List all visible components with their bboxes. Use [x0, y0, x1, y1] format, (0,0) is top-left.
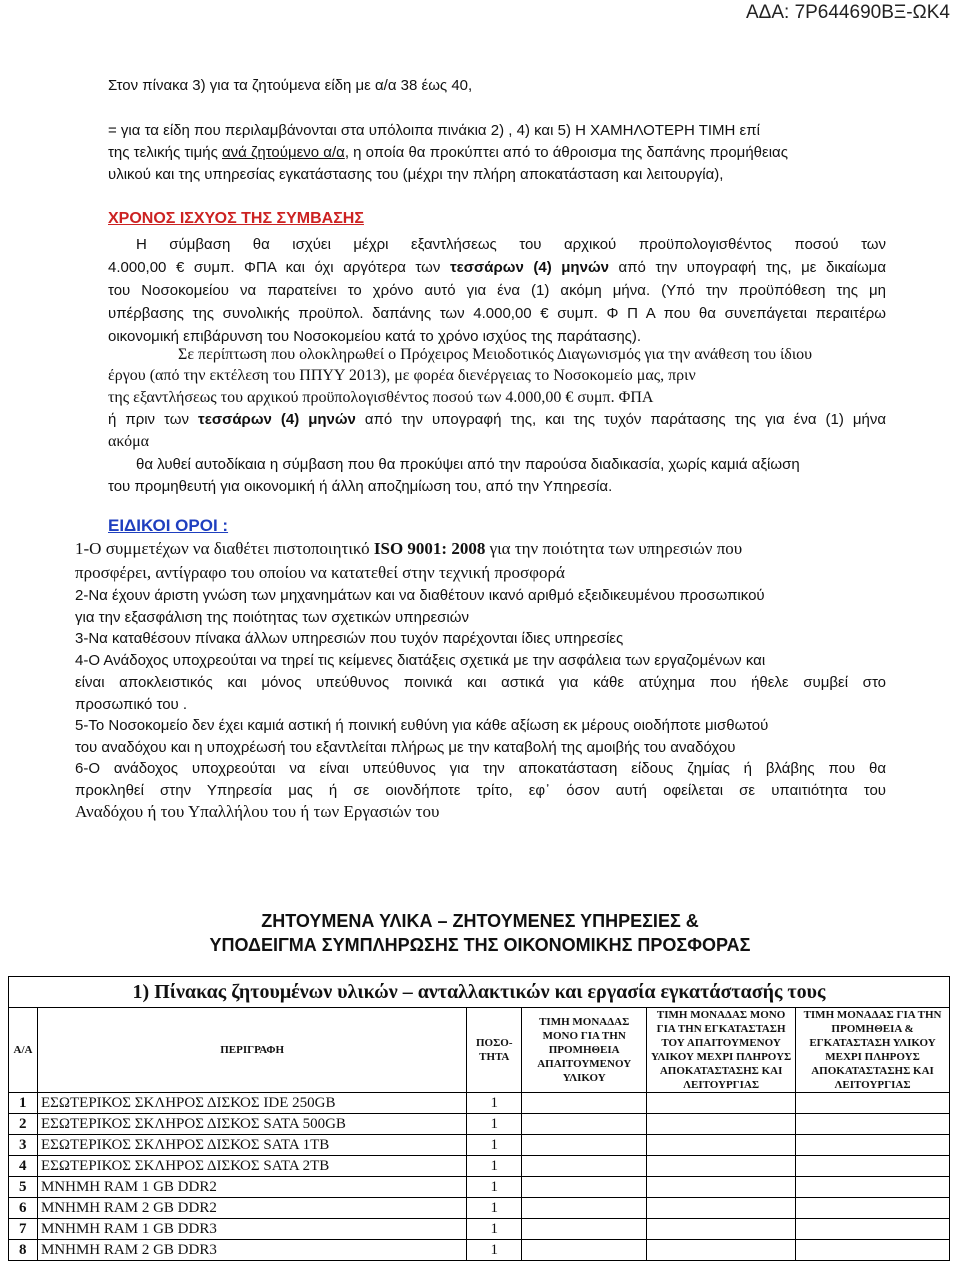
row-quantity: 1 — [467, 1135, 522, 1156]
contract-line-2-a: 4.000,00 € συμπ. ΦΠΑ και όχι αργότερα των — [108, 259, 450, 276]
special-term-3: 3-Να καταθέσουν πίνακα άλλων υπηρεσιών που τυχόν παρέχονται ίδιες υπηρεσίες — [75, 630, 624, 647]
header-quantity: ΠΟΣΟ-ΤΗΤΑ — [467, 1008, 522, 1093]
row-quantity: 1 — [467, 1219, 522, 1240]
contract-p3-line-1: θα λυθεί αυτοδίκαια η σύμβαση που θα προκύψει από την παρούσα διαδικασία, χωρίς καμιά αξίωση — [136, 456, 800, 473]
intro-line-2: = για τα είδη που περιλαμβάνονται στα υπόλοιπα πινάκια 2) , 4) και 5) Η ΧΑΜΗΛΟΤΕΡΗ ΤΙΜΗ επί — [108, 122, 760, 139]
row-description: ΕΣΩΤΕΡΙΚΟΣ ΣΚΛΗΡΟΣ ΔΙΣΚΟΣ SATA 1TB — [37, 1135, 466, 1156]
row-description: ΜΝΗΜΗ RAM 1 GB DDR2 — [37, 1177, 466, 1198]
special-terms-heading: ΕΙΔΙΚΟΙ ΟΡΟΙ : — [108, 516, 229, 535]
contract-p2-line-4-c: από την υπογραφή της, και της τυχόν παράτασης της για ένα (1) μήνα — [355, 411, 887, 428]
header-description: ΠΕΡΙΓΡΑΦΗ — [37, 1008, 466, 1093]
table-header-row — [9, 1008, 950, 1093]
row-unit-price — [522, 1156, 647, 1177]
row-description: ΕΣΩΤΕΡΙΚΟΣ ΣΚΛΗΡΟΣ ΔΙΣΚΟΣ SATA 500GB — [37, 1114, 466, 1135]
intro-line-3-a: της τελικής τιμής — [108, 144, 222, 161]
row-install-price — [647, 1240, 796, 1261]
contract-p2-line-2: έργου (από την εκτέλεση του ΠΠΥΥ 2013), με φορέα διενέργειας το Νοσοκομείο μας, πριν — [108, 367, 696, 384]
header-install-price: ΤΙΜΗ ΜΟΝΑΔΑΣ ΜΟΝΟ ΓΙΑ ΤΗΝ ΕΓΚΑΤΑΣΤΑΣΗ ΤΟΥ ΑΠΑΙΤΟΥΜΕΝΟΥ ΥΛΙΚΟΥ ΜΕΧΡΙ ΠΛΗΡΟΥΣ ΑΠΟΚΑΤΑΣΤΑΣΗΣ ΚΑΙ ΛΕΙΤΟΥΡΓΙΑΣ — [647, 1008, 796, 1093]
table-row — [9, 1156, 950, 1177]
table-row — [9, 1177, 950, 1198]
row-unit-price — [522, 1240, 647, 1261]
special-term-2-line-2: για την εξασφάλιση της ποιότητας των σχετικών υπηρεσιών — [75, 609, 469, 626]
row-total-price — [796, 1114, 950, 1135]
row-total-price — [796, 1198, 950, 1219]
row-unit-price — [522, 1135, 647, 1156]
row-unit-price — [522, 1114, 647, 1135]
row-aa: 7 — [9, 1219, 38, 1240]
special-term-6-line-3: Αναδόχου ή του Υπαλλήλου του ή των Εργασιών του — [75, 802, 440, 821]
row-install-price — [647, 1219, 796, 1240]
table-title: 1) Πίνακας ζητουμένων υλικών – ανταλλακτικών και εργασία εγκατάστασής τους — [9, 977, 950, 1008]
special-term-4-line-3: προσωπικό του . — [75, 696, 188, 713]
row-total-price — [796, 1156, 950, 1177]
header-aa: Α/Α — [9, 1008, 38, 1093]
row-quantity: 1 — [467, 1093, 522, 1114]
special-term-4-line-2: είναι αποκλειστικός και μόνος υπεύθυνος ποινικά και αστικά για κάθε ατύχημα που ήθελε συμβεί στο — [75, 674, 886, 691]
special-term-1-iso: ISO 9001: 2008 — [373, 539, 486, 558]
contract-line-2-c: από την υπογραφή της, με δικαίωμα — [608, 259, 886, 276]
contract-line-1: Η σύμβαση θα ισχύει μέχρι εξαντλήσεως του αρχικού προϋπολογισθέντος ποσού των — [136, 236, 886, 253]
items-table — [8, 976, 950, 1261]
row-quantity: 1 — [467, 1240, 522, 1261]
row-aa: 2 — [9, 1114, 38, 1135]
row-unit-price — [522, 1093, 647, 1114]
contract-heading: ΧΡΟΝΟΣ ΙΣΧΥΟΣ ΤΗΣ ΣΥΜΒΑΣΗΣ — [108, 210, 364, 227]
intro-line-3 — [108, 142, 788, 164]
table-row — [9, 1093, 950, 1114]
header-total-price: ΤΙΜΗ ΜΟΝΑΔΑΣ ΓΙΑ ΤΗΝ ΠΡΟΜΗΘΕΙΑ & ΕΓΚΑΤΑΣΤΑΣΗ ΥΛΙΚΟΥ ΜΕΧΡΙ ΠΛΗΡΟΥΣ ΑΠΟΚΑΤΑΣΤΑΣΗΣ ΚΑΙ ΛΕΙΤΟΥΡΓΙΑΣ — [796, 1008, 950, 1093]
intro-line-3-underlined: ανά ζητούμενο α/α — [222, 144, 345, 161]
row-unit-price — [522, 1219, 647, 1240]
contract-p2-line-4-bold: τεσσάρων (4) μηνών — [198, 411, 356, 428]
row-total-price — [796, 1219, 950, 1240]
contract-p2-line-5: ακόμα — [108, 433, 150, 450]
row-total-price — [796, 1177, 950, 1198]
main-heading-line-2: ΥΠΟΔΕΙΓΜΑ ΣΥΜΠΛΗΡΩΣΗΣ ΤΗΣ ΟΙΚΟΝΟΜΙΚΗΣ ΠΡΟΣΦΟΡΑΣ — [209, 935, 751, 955]
row-description: ΜΝΗΜΗ RAM 2 GB DDR2 — [37, 1198, 466, 1219]
table-row — [9, 1114, 950, 1135]
intro-line-3-b: , η οποία θα προκύπτει από το άθροισμα της δαπάνης προμήθειας — [344, 144, 788, 161]
contract-p2-line-4-a: ή πριν των — [108, 411, 198, 428]
row-quantity: 1 — [467, 1114, 522, 1135]
row-description: ΕΣΩΤΕΡΙΚΟΣ ΣΚΛΗΡΟΣ ΔΙΣΚΟΣ SATA 2TB — [37, 1156, 466, 1177]
row-aa: 8 — [9, 1240, 38, 1261]
row-description: ΕΣΩΤΕΡΙΚΟΣ ΣΚΛΗΡΟΣ ΔΙΣΚΟΣ IDE 250GB — [37, 1093, 466, 1114]
special-term-1-c: για την ποιότητα των υπηρεσιών που — [485, 539, 743, 558]
row-aa: 1 — [9, 1093, 38, 1114]
special-term-2-line-1: 2-Να έχουν άριστη γνώση των μηχανημάτων και να διαθέτουν ικανό αριθμό εξειδικευμένου προσωπικού — [75, 587, 765, 604]
row-aa: 4 — [9, 1156, 38, 1177]
contract-line-4: υπέρβασης της συνολικής προϋπολ. δαπάνης των 4.000,00 € συμπ. Φ Π Α που θα συνεπάγεται περαιτέρω — [108, 305, 886, 322]
row-description: ΜΝΗΜΗ RAM 1 GB DDR3 — [37, 1219, 466, 1240]
row-total-price — [796, 1093, 950, 1114]
special-term-1-a: 1-Ο συμμετέχων να διαθέτει πιστοποιητικό — [75, 539, 374, 558]
special-term-6-line-1: 6-Ο ανάδοχος υποχρεούται να είναι υπεύθυνος για την αποκατάσταση είδους ζημίας ή βλάβης που θα — [75, 760, 886, 777]
row-description: ΜΝΗΜΗ RAM 2 GB DDR3 — [37, 1240, 466, 1261]
row-install-price — [647, 1114, 796, 1135]
special-term-4-line-1: 4-Ο Ανάδοχος υποχρεούται να τηρεί τις κείμενες διατάξεις σχετικά με την ασφάλεια των εργαζομένων και — [75, 652, 766, 669]
row-aa: 5 — [9, 1177, 38, 1198]
row-unit-price — [522, 1177, 647, 1198]
special-term-1-line-2: προσφέρει, αντίγραφο του οποίου να κατατεθεί στην τεχνική προσφορά — [75, 563, 565, 582]
table-title-row — [9, 977, 950, 1008]
contract-line-2-bold: τεσσάρων (4) μηνών — [449, 259, 609, 276]
contract-p2-line-1: Σε περίπτωση που ολοκληρωθεί ο Πρόχειρος Μειοδοτικός Διαγωνισμός για την ανάθεση του ίδιου — [178, 346, 813, 363]
contract-p3-line-2: του προμηθευτή για οικονομική ή άλλη αποζημίωση του, από την Υπηρεσία. — [108, 478, 613, 495]
ada-label: ΑΔΑ: 7Ρ644690ΒΞ-ΩΚ4 — [745, 2, 950, 23]
row-install-price — [647, 1177, 796, 1198]
intro-line-1: Στον πίνακα 3) για τα ζητούμενα είδη με α/α 38 έως 40, — [108, 77, 473, 94]
contract-p2-line-3: της εξαντλήσεως του αρχικού προϋπολογισθέντος ποσού των 4.000,00 € συμπ. ΦΠΑ — [108, 389, 654, 406]
special-term-5-line-2: του αναδόχου και η υποχρέωσή του εξαντλείται πλήρως με την καταβολή της αμοιβής του αναδόχου — [75, 739, 736, 756]
table-row — [9, 1240, 950, 1261]
special-term-6-line-2: προκληθεί στην Υπηρεσία μας ή σε οιονδήποτε τρίτο, εφ᾽ όσον αυτή οφείλεται σε υπαιτιότητα του — [75, 782, 886, 799]
special-term-1-line-1 — [75, 537, 742, 561]
row-aa: 6 — [9, 1198, 38, 1219]
row-quantity: 1 — [467, 1156, 522, 1177]
row-install-price — [647, 1156, 796, 1177]
row-install-price — [647, 1093, 796, 1114]
table-row — [9, 1135, 950, 1156]
table-row — [9, 1219, 950, 1240]
contract-line-3: του Νοσοκομείου να παρατείνει το χρόνο αυτό για ένα (1) ακόμη μήνα. (Υπό την προϋπόθεση της μη — [108, 282, 886, 299]
row-aa: 3 — [9, 1135, 38, 1156]
contract-p2-line-4 — [108, 409, 886, 431]
special-term-5-line-1: 5-Το Νοσοκομείο δεν έχει καμιά αστική ή ποινική ευθύνη για κάθε αξίωση εκ μέρους οιοδήποτε μισθωτού — [75, 717, 769, 734]
header-unit-price: ΤΙΜΗ ΜΟΝΑΔΑΣ ΜΟΝΟ ΓΙΑ ΤΗΝ ΠΡΟΜΗΘΕΙΑ ΑΠΑΙΤΟΥΜΕΝΟΥ ΥΛΙΚΟΥ — [522, 1008, 647, 1093]
row-unit-price — [522, 1198, 647, 1219]
row-total-price — [796, 1240, 950, 1261]
contract-line-5: οικονομική επιβάρυνση του Νοσοκομείου κατά το χρόνο ισχύος της παράτασης). — [108, 328, 642, 345]
row-quantity: 1 — [467, 1198, 522, 1219]
contract-line-2 — [108, 257, 886, 279]
main-heading-line-1: ΖΗΤΟΥΜΕΝΑ ΥΛΙΚΑ – ΖΗΤΟΥΜΕΝΕΣ ΥΠΗΡΕΣΙΕΣ & — [261, 911, 699, 931]
row-total-price — [796, 1135, 950, 1156]
table-row — [9, 1198, 950, 1219]
row-install-price — [647, 1198, 796, 1219]
intro-line-4: υλικού και της υπηρεσίας εγκατάστασης του (μέχρι την πλήρη αποκατάσταση και λειτουργία), — [108, 166, 724, 183]
row-install-price — [647, 1135, 796, 1156]
row-quantity: 1 — [467, 1177, 522, 1198]
